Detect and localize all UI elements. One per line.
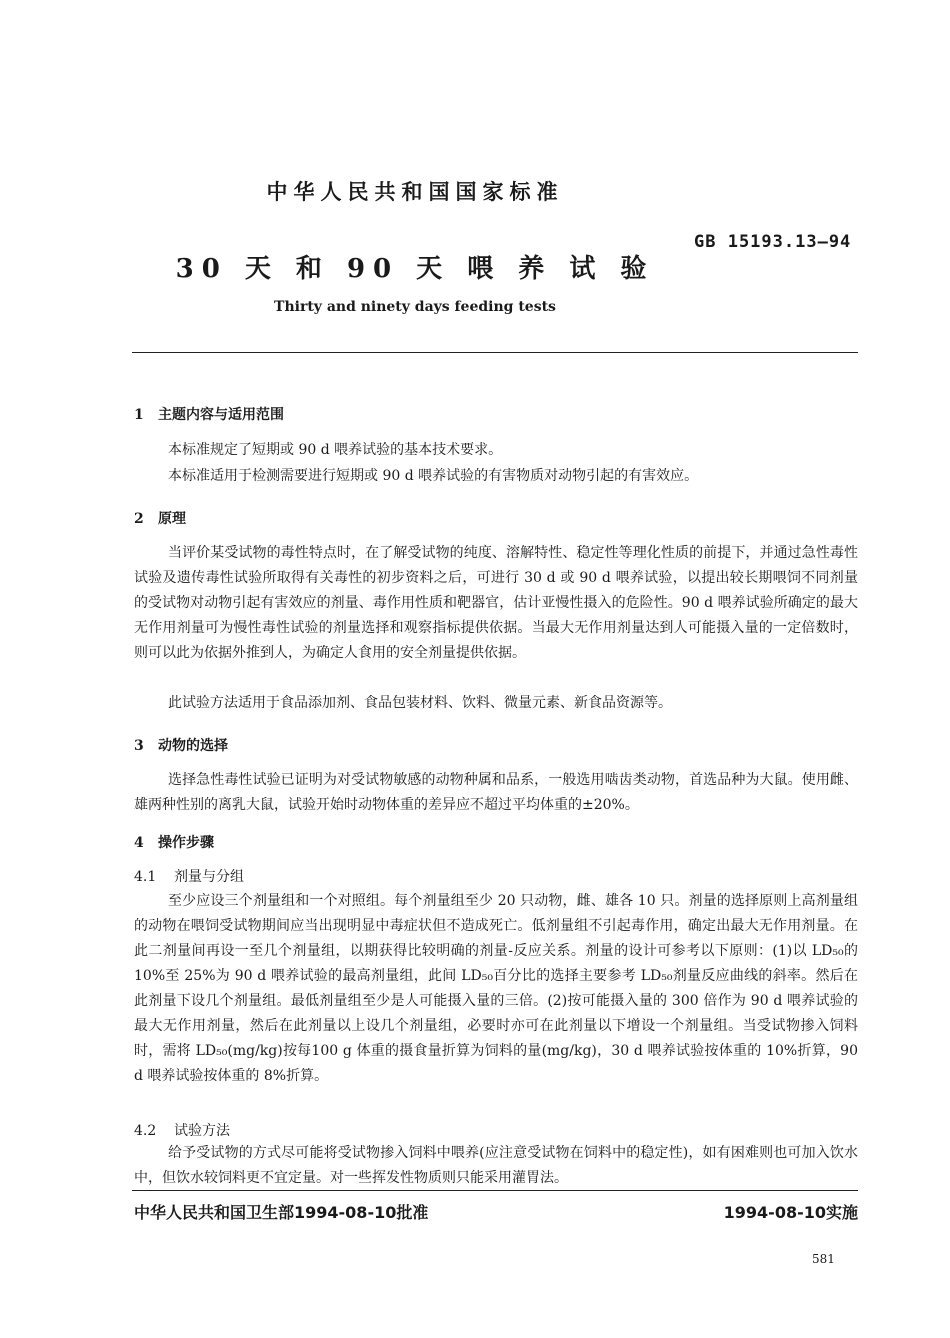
- document-title: 30 天 和 90 天 喂 养 试 验: [175, 254, 655, 284]
- subsection-title: 剂量与分组: [174, 869, 244, 885]
- section-number: 2: [134, 511, 144, 527]
- subsection-4-2-paragraph: 给予受试物的方式尽可能将受试物掺入饲料中喂养(应注意受试物在饲料中的稳定性)，如有困难则也可加入饮水中，但饮水较饲料更不宜定量。对一些挥发性物质则只能采用灌胃法。: [134, 1145, 858, 1186]
- section-1-heading: [134, 404, 284, 424]
- section-number: 3: [134, 738, 144, 754]
- subsection-number: 4.1: [134, 869, 157, 885]
- section-title: 主题内容与适用范围: [158, 407, 284, 423]
- section-2-heading: [134, 508, 186, 528]
- section-title: 操作步骤: [158, 835, 214, 851]
- section-2-paragraph-1: 当评价某受试物的毒性特点时，在了解受试物的纯度、溶解特性、稳定性等理化性质的前提下，并通过急性毒性试验及遗传毒性试验所取得有关毒性的初步资料之后，可进行 30 d 或 90 d 喂养试验，以提出较长期喂饲不同剂量的受试物对动物引起有害效应的剂量、毒作用性质和靶器官，估计亚慢性摄入的危险性。90 d 喂养试验所确定的最大无作用剂量可为慢性毒性试验的剂量选择和观察指标提供依据。当最大无作用剂量达到人可能摄入量的一定倍数时，则可以此为依据外推到人，为确定人食用的安全剂量提供依据。: [134, 545, 858, 661]
- section-number: 4: [134, 835, 144, 851]
- approval-line: 中华人民共和国卫生部1994-08-10批准: [134, 1203, 429, 1222]
- section-title: 原理: [158, 511, 186, 527]
- subsection-4-1-heading: [134, 866, 244, 886]
- section-title: 动物的选择: [158, 738, 228, 754]
- section-4-heading: [134, 832, 214, 852]
- issuing-body-title: 中华人民共和国国家标准: [266, 179, 564, 204]
- standard-number: GB 15193.13—94: [694, 232, 852, 252]
- subsection-4-1-paragraph: 至少应设三个剂量组和一个对照组。每个剂量组至少 20 只动物，雌、雄各 10 只。剂量的选择原则上高剂量组的动物在喂饲受试物期间应当出现明显中毒症状但不造成死亡。低剂量组不引起毒作用，确定出最大无作用剂量。在此二剂量间再设一至几个剂量组，以期获得比较明确的剂量-反应关系。剂量的设计可参考以下原则：(1)以 LD₅₀的 10%至 25%为 90 d 喂养试验的最高剂量组，此间 LD₅₀百分比的选择主要参考 LD₅₀剂量反应曲线的斜率。然后在此剂量下设几个剂量组。最低剂量组至少是人可能摄入量的三倍。(2)按可能摄入量的 300 倍作为 90 d 喂养试验的最大无作用剂量，然后在此剂量以上设几个剂量组，必要时亦可在此剂量以下增设一个剂量组。当受试物掺入饲料时，需将 LD₅₀(mg/kg)按每100 g 体重的摄食量折算为饲料的量(mg/kg)，30 d 喂养试验按体重的 10%折算，90 d 喂养试验按体重的 8%折算。: [134, 893, 858, 1084]
- subsection-4-2-heading: [134, 1120, 230, 1140]
- section-3-paragraph-1: 选择急性毒性试验已证明为对受试物敏感的动物种属和品系，一般选用啮齿类动物，首选品种为大鼠。使用雌、雄两种性别的离乳大鼠，试验开始时动物体重的差异应不超过平均体重的±20%。: [134, 772, 858, 813]
- page-number: 581: [812, 1252, 835, 1266]
- section-number: 1: [134, 407, 144, 423]
- english-title: Thirty and ninety days feeding tests: [274, 299, 556, 315]
- section-1-paragraph-1: 本标准规定了短期或 90 d 喂养试验的基本技术要求。: [168, 442, 503, 458]
- subsection-title: 试验方法: [174, 1123, 230, 1139]
- section-2-paragraph-2: 此试验方法适用于食品添加剂、食品包装材料、饮料、微量元素、新食品资源等。: [168, 695, 672, 711]
- implementation-date: 1994-08-10实施: [723, 1203, 858, 1222]
- footer-divider: [132, 1190, 858, 1191]
- section-1-paragraph-2: 本标准适用于检测需要进行短期或 90 d 喂养试验的有害物质对动物引起的有害效应。: [168, 468, 699, 484]
- subsection-number: 4.2: [134, 1123, 157, 1139]
- header-divider: [132, 352, 858, 353]
- section-3-heading: [134, 735, 228, 755]
